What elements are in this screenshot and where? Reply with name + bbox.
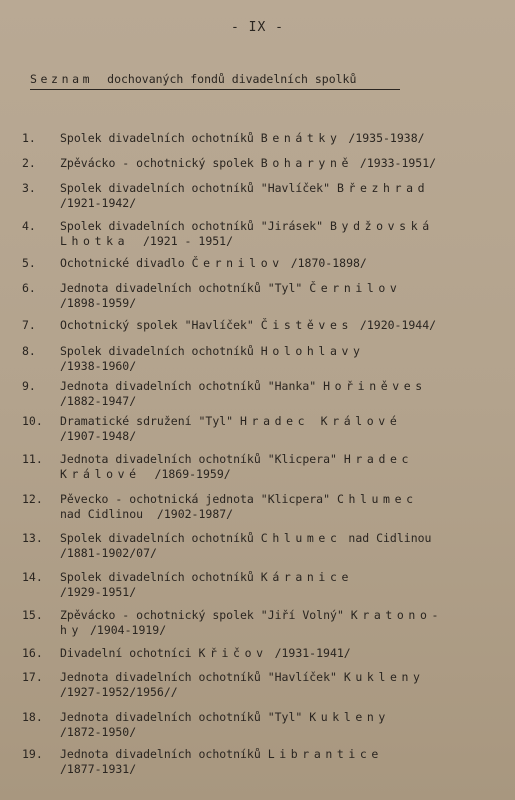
entry-text: /1877-1931/ <box>60 762 137 776</box>
place-name: Benátky <box>260 131 342 145</box>
entry-line <box>60 608 443 623</box>
entry-line <box>60 234 233 249</box>
entry-text: /1870-1898/ <box>283 256 367 270</box>
entry-line <box>60 585 136 600</box>
entry-number: 17. <box>22 670 43 684</box>
entry-text: Jednota divadelních ochotníků "Hanka" <box>60 379 324 393</box>
entry-number: 19. <box>22 747 43 761</box>
entry-line <box>60 196 136 211</box>
place-name: Černilov <box>309 281 402 295</box>
page-number: - IX - <box>231 20 284 35</box>
heading-spaced-word: Seznam <box>30 72 94 86</box>
place-name: Čistěves <box>260 318 353 332</box>
entry-text: Pěvecko - ochotnická jednota "Klicpera" <box>60 492 337 506</box>
entry-number: 7. <box>22 318 36 332</box>
entry-line <box>60 546 157 561</box>
place-name: Holohlavy <box>260 344 365 358</box>
entry-text: Zpěvácko - ochotnický spolek "Jiří Volný" <box>60 608 351 622</box>
place-name: Librantice <box>267 747 383 761</box>
entry-line <box>60 181 429 196</box>
entry-line <box>60 670 425 685</box>
place-name: Březhrad <box>336 181 430 195</box>
entry-text: Spolek divadelních ochotníků <box>60 531 261 545</box>
entry-text: /1938-1960/ <box>60 359 137 373</box>
place-name: Králové <box>60 467 141 481</box>
entry-text: /1898-1959/ <box>60 296 137 310</box>
entry-text: /1921-1942/ <box>60 196 137 210</box>
entry-text: /1869-1959/ <box>140 467 231 481</box>
entry-text: /1931-1941/ <box>267 646 351 660</box>
entry-text: nad Cidlinou /1902-1987/ <box>60 507 234 521</box>
entry-text: /1904-1919/ <box>83 623 167 637</box>
entry-number: 16. <box>22 646 43 660</box>
entry-text: Zpěvácko - ochotnický spolek <box>60 156 261 170</box>
entry-number: 9. <box>22 379 36 393</box>
entry-text: Jednota divadelních ochotníků "Klicpera" <box>60 452 344 466</box>
entry-line <box>60 394 136 409</box>
entry-text: /1933-1951/ <box>353 156 437 170</box>
entry-line <box>60 379 427 394</box>
entry-number: 1. <box>22 131 36 145</box>
entry-line <box>60 762 136 777</box>
place-name: Černilov <box>191 256 284 270</box>
entry-line <box>60 507 233 522</box>
entry-line <box>60 344 365 359</box>
entry-text: /1920-1944/ <box>353 318 437 332</box>
entry-line <box>60 492 418 507</box>
entry-number: 13. <box>22 531 43 545</box>
entry-text: Divadelní ochotníci <box>60 646 199 660</box>
entry-line <box>60 623 166 638</box>
place-name: Kukleny <box>309 710 390 724</box>
entry-number: 15. <box>22 608 43 622</box>
entry-line <box>60 156 436 171</box>
entry-line <box>60 725 136 740</box>
place-name: Hořiněves <box>323 379 427 393</box>
entry-number: 8. <box>22 344 36 358</box>
entry-text: /1929-1951/ <box>60 585 137 599</box>
entry-line <box>60 318 436 333</box>
entry-line <box>60 710 390 725</box>
place-name: Lhotka <box>60 234 130 248</box>
entry-text: Spolek divadelních ochotníků <box>60 344 261 358</box>
place-name: Kratono- <box>350 608 443 622</box>
list-heading <box>30 72 356 86</box>
entry-line <box>60 429 136 444</box>
entry-text: nad Cidlinou <box>341 531 432 545</box>
entry-number: 12. <box>22 492 43 506</box>
entry-text: Jednota divadelních ochotníků <box>60 747 268 761</box>
place-name: Káranice <box>260 570 353 584</box>
entry-text: Jednota divadelních ochotníků "Tyl" <box>60 281 310 295</box>
place-name: Hradec <box>343 452 414 466</box>
place-name: Bydžovská <box>330 219 434 233</box>
entry-text: /1907-1948/ <box>60 429 137 443</box>
entry-text: /1882-1947/ <box>60 394 137 408</box>
place-name: Kukleny <box>343 670 425 684</box>
place-name: Hradec Králové <box>240 414 402 428</box>
entry-line <box>60 131 425 146</box>
entry-number: 18. <box>22 710 43 724</box>
entry-text: Jednota divadelních ochotníků "Tyl" <box>60 710 310 724</box>
entry-text: Ochotnické divadlo <box>60 256 192 270</box>
entry-line <box>60 570 353 585</box>
entry-text: Spolek divadelních ochotníků <box>60 570 261 584</box>
entry-number: 11. <box>22 452 43 466</box>
entry-line <box>60 646 351 661</box>
place-name: Křičov <box>198 646 268 660</box>
entry-text: Ochotnický spolek "Havlíček" <box>60 318 261 332</box>
place-name: hy <box>60 623 84 637</box>
entry-line <box>60 467 231 482</box>
entry-text: /1881-1902/07/ <box>60 546 157 560</box>
entry-line <box>60 747 383 762</box>
entry-line <box>60 414 401 429</box>
heading-underline <box>30 89 400 90</box>
entry-line <box>60 256 367 271</box>
entry-text: Spolek divadelních ochotníků "Havlíček" <box>60 181 337 195</box>
entry-line <box>60 359 136 374</box>
place-name: Chlumec <box>336 492 418 506</box>
entry-line <box>60 531 431 546</box>
entry-text: /1921 - 1951/ <box>129 234 234 248</box>
heading-rest: dochovaných fondů divadelních spolků <box>107 72 357 86</box>
entry-line <box>60 296 136 311</box>
place-name: Boharyně <box>260 156 353 170</box>
entry-number: 6. <box>22 281 36 295</box>
entry-number: 10. <box>22 414 43 428</box>
entry-line <box>60 219 434 234</box>
entry-text: /1927-1952/1956// <box>60 685 178 699</box>
entry-number: 5. <box>22 256 36 270</box>
entry-number: 4. <box>22 219 36 233</box>
entry-line <box>60 281 401 296</box>
entry-text: Spolek divadelních ochotníků <box>60 131 261 145</box>
place-name: Chlumec <box>260 531 342 545</box>
entry-number: 14. <box>22 570 43 584</box>
entry-text: /1935-1938/ <box>341 131 425 145</box>
entry-text: Dramatické sdružení "Tyl" <box>60 414 241 428</box>
entry-text: /1872-1950/ <box>60 725 137 739</box>
entry-number: 3. <box>22 181 36 195</box>
entry-line <box>60 685 178 700</box>
entry-number: 2. <box>22 156 36 170</box>
entry-text: Jednota divadelních ochotníků "Havlíček" <box>60 670 344 684</box>
entry-line <box>60 452 413 467</box>
entry-text: Spolek divadelních ochotníků "Jirásek" <box>60 219 331 233</box>
